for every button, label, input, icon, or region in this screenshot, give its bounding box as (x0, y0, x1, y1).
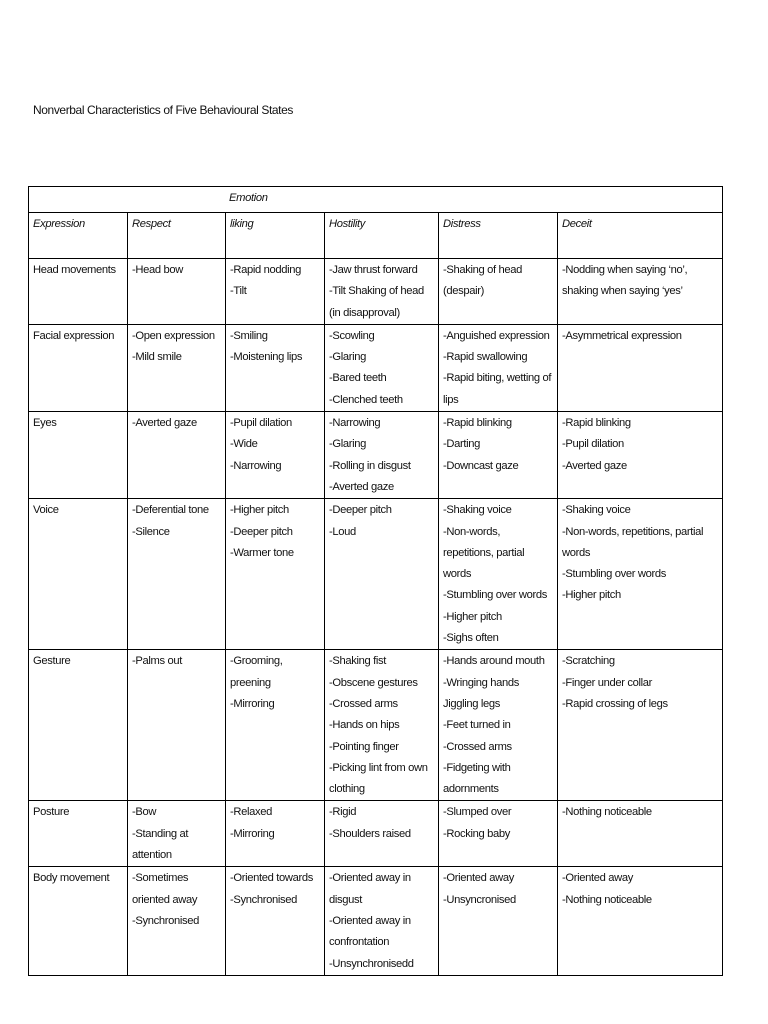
cell-line: -Averted gaze (562, 459, 627, 472)
cell-line: -Rocking baby (443, 827, 510, 840)
cell-line: -Hands around mouth (443, 655, 545, 668)
cell-deceit (558, 324, 723, 411)
header-expression: Expression (29, 213, 128, 259)
cell-respect (128, 650, 226, 801)
cell-line: -Crossed arms (443, 740, 512, 753)
cell-line: -Nothing noticeable (562, 893, 652, 906)
cell-line: -Mirroring (230, 697, 275, 710)
cell-deceit (558, 499, 723, 650)
cell-line: -Non-words, repetitions, partial words (443, 525, 525, 581)
cell-line: Jiggling legs (443, 697, 501, 710)
cell-distress (439, 412, 558, 499)
header-row (29, 213, 723, 259)
cell-line: -Narrowing (329, 417, 381, 430)
cell-line: -Oriented away (443, 872, 514, 885)
cell-line: -Rolling in disgust (329, 459, 411, 472)
cell-line: -Nodding when saying ‘no’, shaking when saying ‘yes’ (562, 264, 688, 298)
cell-line: -Shaking fist (329, 655, 387, 668)
cell-line: -Pupil dilation (230, 417, 292, 430)
cell-deceit (558, 412, 723, 499)
cell-line: -Picking lint from own clothing (329, 761, 428, 796)
cell-line: -Scowling (329, 329, 375, 342)
cell-line: -Silence (132, 525, 170, 538)
cell-hostility (325, 801, 439, 867)
cell-line: -Grooming, preening (230, 655, 283, 689)
cell-line: -Rigid (329, 806, 357, 819)
cell-line: -Pointing finger (329, 740, 399, 753)
cell-line: -Clenched teeth (329, 393, 403, 406)
cell-line: -Rapid swallowing (443, 351, 528, 364)
cell-line: -Asymmetrical expression (562, 329, 682, 342)
cell-line: -Hands on hips (329, 719, 400, 732)
cell-line: -Loud (329, 525, 356, 538)
cell-line: -Pupil dilation (562, 438, 624, 451)
cell-line: -Oriented away in confrontation (329, 914, 411, 949)
cell-line: -Narrowing (230, 459, 282, 472)
table-row (29, 867, 723, 975)
cell-liking (226, 324, 325, 411)
cell-line: -Deeper pitch (230, 525, 293, 538)
row-expression-label: Posture (29, 801, 128, 867)
cell-line: -Mild smile (132, 351, 182, 364)
cell-line: -Shaking voice (443, 504, 512, 517)
cell-line: -Oriented towards (230, 872, 313, 885)
cell-line: -Finger under collar (562, 676, 653, 689)
cell-line: -Slumped over (443, 806, 512, 819)
cell-hostility (325, 259, 439, 325)
cell-line: -Averted gaze (132, 417, 197, 430)
cell-line: -Sometimes oriented away (132, 872, 198, 906)
cell-line: -Bared teeth (329, 372, 387, 385)
row-expression-label: Body movement (29, 867, 128, 975)
cell-line: -Deferential tone (132, 504, 209, 517)
cell-line: -Mirroring (230, 827, 275, 840)
cell-line: -Crossed arms (329, 697, 398, 710)
cell-line: -Unsyncronised (443, 893, 516, 906)
cell-line: -Shaking voice (562, 504, 631, 517)
cell-line: -Sighs often (443, 632, 499, 645)
cell-line: -Tilt Shaking of head (in disapproval) (329, 285, 424, 319)
cell-line: -Oriented away in disgust (329, 872, 411, 906)
cell-line: -Wide (230, 438, 258, 451)
cell-line: -Rapid crossing of legs (562, 697, 668, 710)
cell-liking (226, 412, 325, 499)
cell-liking (226, 867, 325, 975)
header-distress: Distress (439, 213, 558, 259)
cell-line: -Warmer tone (230, 546, 294, 559)
cell-line: -Bow (132, 806, 157, 819)
cell-distress (439, 324, 558, 411)
header-liking: liking (226, 213, 325, 259)
cell-line: -Scratching (562, 655, 615, 668)
cell-line: -Shoulders raised (329, 827, 411, 840)
cell-liking (226, 499, 325, 650)
table-body (29, 259, 723, 976)
cell-line: -Darting (443, 438, 480, 451)
cell-distress (439, 867, 558, 975)
header-hostility: Hostility (325, 213, 439, 259)
cell-line: -Relaxed (230, 806, 272, 819)
table-row (29, 650, 723, 801)
table-row (29, 324, 723, 411)
cell-liking (226, 259, 325, 325)
cell-deceit (558, 259, 723, 325)
cell-line: -Wringing hands (443, 676, 520, 689)
table-row (29, 412, 723, 499)
document-title: Nonverbal Characteristics of Five Behavioural States (33, 103, 293, 117)
cell-deceit (558, 650, 723, 801)
header-respect: Respect (128, 213, 226, 259)
cell-liking (226, 801, 325, 867)
cell-line: -Moistening lips (230, 351, 303, 364)
cell-line: -Higher pitch (443, 610, 502, 623)
row-expression-label: Gesture (29, 650, 128, 801)
cell-line: -Smiling (230, 329, 268, 342)
cell-respect (128, 801, 226, 867)
cell-hostility (325, 499, 439, 650)
cell-line: -Rapid nodding (230, 264, 301, 276)
cell-line: -Rapid blinking (562, 417, 631, 430)
cell-line: -Open expression (132, 329, 215, 342)
cell-line: -Rapid blinking (443, 417, 512, 430)
emotion-row (29, 187, 723, 213)
cell-line: -Shaking of head (despair) (443, 264, 522, 298)
cell-line: -Oriented away (562, 872, 633, 885)
cell-line: -Higher pitch (562, 589, 621, 602)
row-expression-label: Voice (29, 499, 128, 650)
table-row (29, 801, 723, 867)
cell-line: -Unsynchronisedd (329, 957, 414, 970)
cell-deceit (558, 867, 723, 975)
row-expression-label: Head movements (29, 259, 128, 325)
cell-respect (128, 324, 226, 411)
cell-hostility (325, 324, 439, 411)
cell-line: -Stumbling over words (443, 589, 547, 602)
cell-line: -Tilt (230, 285, 247, 298)
cell-respect (128, 499, 226, 650)
cell-line: -Non-words, repetitions, partial words (562, 525, 704, 559)
cell-respect (128, 867, 226, 975)
cell-line: -Jaw thrust forward (329, 264, 418, 276)
row-expression-label: Facial expression (29, 324, 128, 411)
cell-liking (226, 650, 325, 801)
cell-hostility (325, 867, 439, 975)
cell-distress (439, 801, 558, 867)
cell-line: -Standing at attention (132, 827, 189, 862)
cell-line: -Fidgeting with adornments (443, 761, 511, 796)
cell-line: -Higher pitch (230, 504, 289, 517)
table-row (29, 259, 723, 325)
cell-line: -Obscene gestures (329, 676, 418, 689)
cell-line: -Deeper pitch (329, 504, 392, 517)
cell-line: -Synchronised (132, 914, 199, 927)
cell-line: -Stumbling over words (562, 568, 666, 581)
table-row (29, 499, 723, 650)
cell-line: -Glaring (329, 351, 366, 364)
header-deceit: Deceit (558, 213, 723, 259)
cell-line: -Downcast gaze (443, 459, 519, 472)
cell-line: -Head bow (132, 264, 183, 276)
cell-line: -Palms out (132, 655, 182, 668)
cell-line: -Anguished expression (443, 329, 550, 342)
cell-line: -Synchronised (230, 893, 297, 906)
emotion-label: Emotion (29, 187, 723, 213)
cell-distress (439, 259, 558, 325)
cell-line: -Averted gaze (329, 480, 394, 493)
behaviour-table (28, 186, 723, 976)
cell-line: -Rapid biting, wetting of lips (443, 372, 552, 406)
cell-line: -Glaring (329, 438, 366, 451)
cell-distress (439, 650, 558, 801)
cell-respect (128, 412, 226, 499)
row-expression-label: Eyes (29, 412, 128, 499)
cell-hostility (325, 650, 439, 801)
cell-respect (128, 259, 226, 325)
cell-hostility (325, 412, 439, 499)
cell-line: -Feet turned in (443, 719, 511, 732)
cell-distress (439, 499, 558, 650)
cell-line: -Nothing noticeable (562, 806, 652, 819)
cell-deceit (558, 801, 723, 867)
